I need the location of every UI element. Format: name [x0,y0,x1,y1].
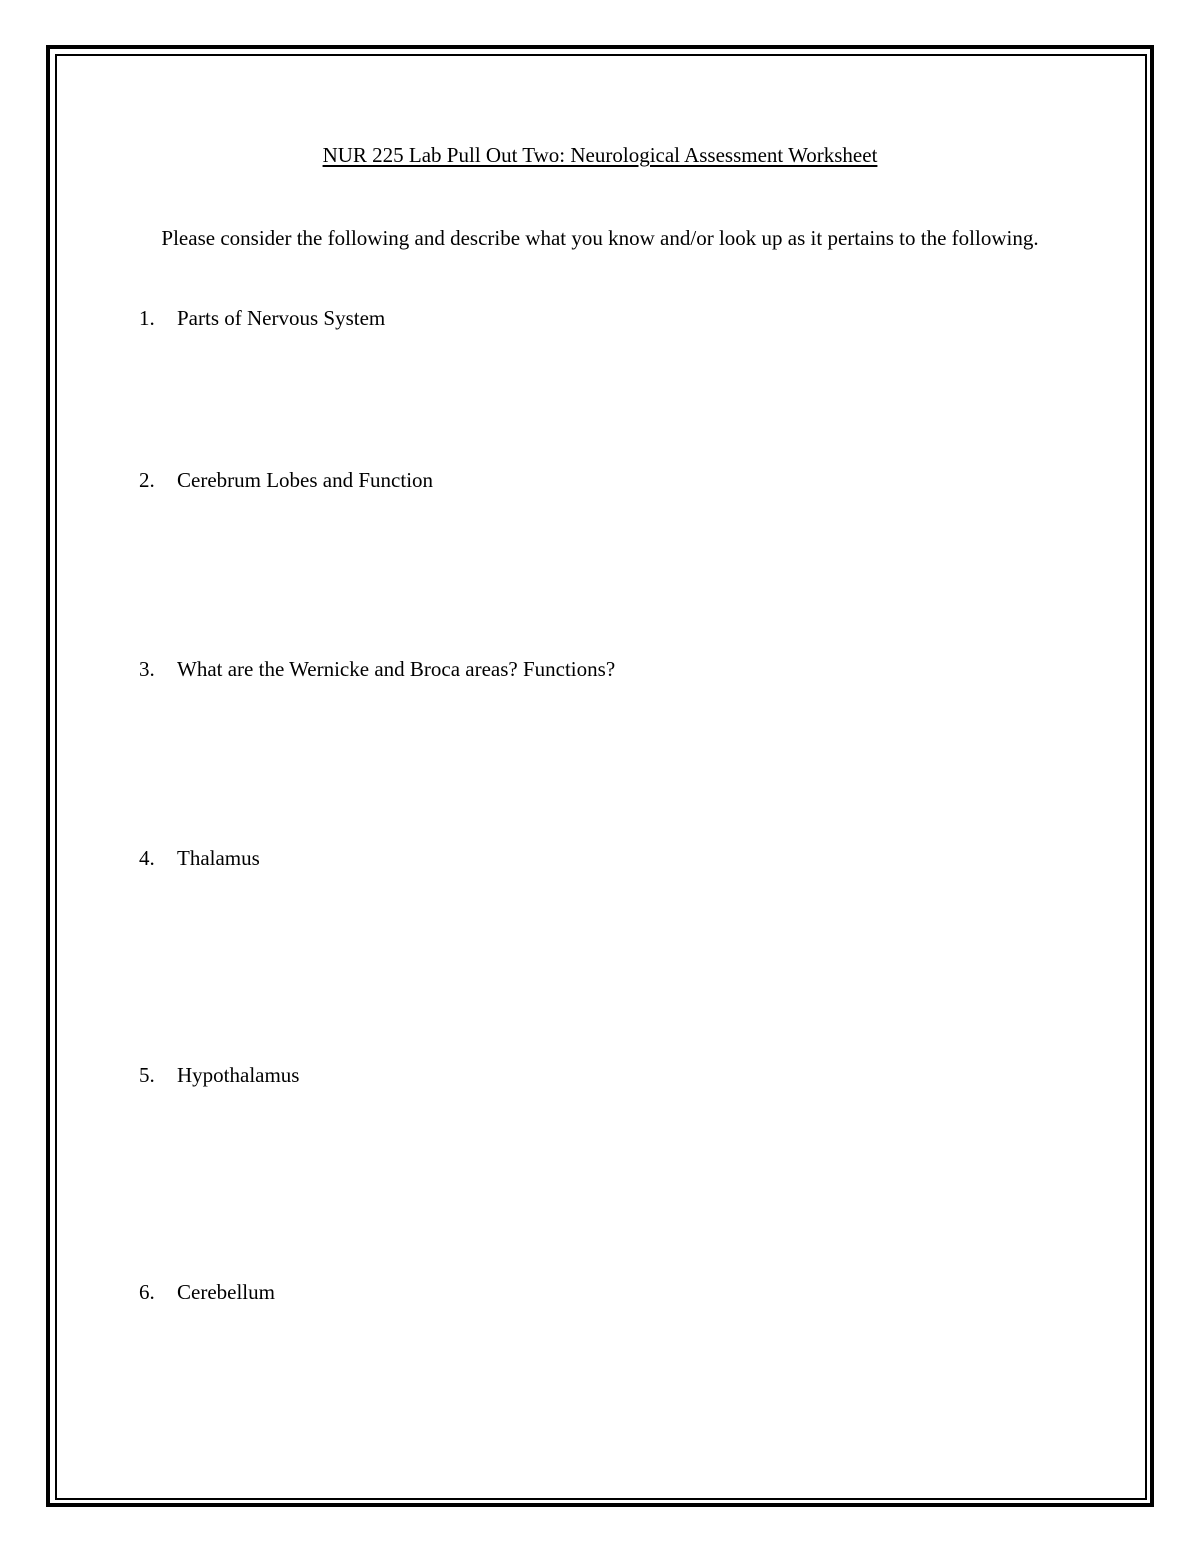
question-item [139,1063,299,1088]
question-item [139,468,433,493]
question-text: Hypothalamus [177,1063,300,1087]
worksheet-instructions: Please consider the following and describe what you know and/or look up as it pertains to the following. [161,226,1039,250]
worksheet-title: NUR 225 Lab Pull Out Two: Neurological Assessment Worksheet [322,143,878,167]
question-number: 4. [139,846,155,870]
question-number: 1. [139,306,155,330]
question-text: Parts of Nervous System [177,306,386,330]
question-item [139,657,615,682]
question-item [139,1280,275,1305]
question-number: 5. [139,1063,155,1087]
question-text: Thalamus [177,846,260,870]
question-number: 3. [139,657,155,681]
question-text: Cerebellum [177,1280,275,1304]
question-item [139,306,385,331]
question-number: 2. [139,468,155,492]
question-number: 6. [139,1280,155,1304]
question-text: What are the Wernicke and Broca areas? Functions? [177,657,616,681]
question-text: Cerebrum Lobes and Function [177,468,434,492]
question-item [139,846,260,871]
